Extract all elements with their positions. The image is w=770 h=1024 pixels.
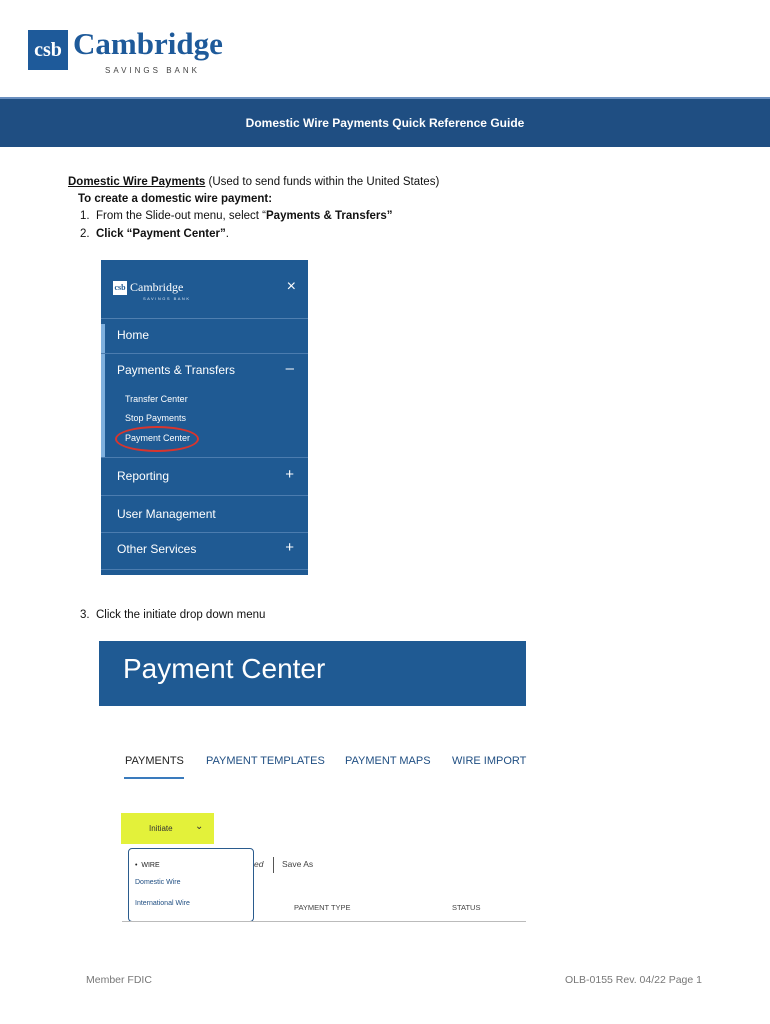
menu-item-home[interactable]: Home bbox=[117, 328, 150, 342]
menu-divider bbox=[101, 495, 308, 496]
expand-icon[interactable]: + bbox=[285, 539, 294, 556]
column-header-status[interactable]: STATUS bbox=[452, 903, 481, 912]
highlight-circle bbox=[115, 426, 199, 452]
close-icon[interactable]: × bbox=[286, 278, 296, 295]
logo-name: Cambridge bbox=[73, 26, 223, 61]
save-as-link[interactable]: Save As bbox=[282, 859, 314, 869]
page-title: Domestic Wire Payments Quick Reference Guide bbox=[245, 116, 525, 130]
slide-out-menu bbox=[101, 260, 308, 575]
footer-page-info: OLB-0155 Rev. 04/22 Page 1 bbox=[565, 974, 702, 986]
menu-header bbox=[101, 260, 308, 319]
section-heading-title: Domestic Wire Payments bbox=[68, 176, 206, 188]
collapse-icon[interactable]: – bbox=[285, 360, 294, 377]
step-1-number: 1. bbox=[80, 210, 90, 222]
menu-active-indicator bbox=[101, 324, 105, 457]
menu-item-reporting[interactable]: Reporting bbox=[117, 469, 170, 483]
table-header-rule bbox=[122, 921, 526, 922]
step-3-number: 3. bbox=[80, 609, 90, 621]
menu-logo bbox=[113, 280, 191, 301]
initiate-label: Initiate bbox=[149, 824, 173, 833]
menu-item-other-services[interactable]: Other Services bbox=[117, 542, 197, 556]
chevron-down-icon: ⌄ bbox=[195, 821, 204, 832]
menu-subitem-transfer-center[interactable]: Transfer Center bbox=[125, 394, 188, 404]
step-1-bold: Payments & Transfers” bbox=[266, 210, 393, 222]
payment-center-title: Payment Center bbox=[123, 653, 326, 684]
step-2-bold: Click “Payment Center” bbox=[95, 228, 226, 240]
menu-subitem-stop-payments[interactable]: Stop Payments bbox=[125, 413, 187, 423]
menu-divider bbox=[101, 532, 308, 533]
menu-logo-sub: SAVINGS BANK bbox=[143, 296, 191, 301]
step-1-text: From the Slide-out menu, select “ bbox=[95, 210, 266, 222]
section-heading-note: (Used to send funds within the United States) bbox=[205, 176, 440, 188]
menu-logo-name: Cambridge bbox=[130, 280, 184, 294]
tab-payment-maps[interactable]: PAYMENT MAPS bbox=[345, 755, 431, 767]
footer-member-fdic: Member FDIC bbox=[86, 974, 152, 986]
step-3 bbox=[80, 609, 265, 621]
dropdown-group-wire: • WIRE bbox=[135, 862, 160, 869]
initiate-dropdown[interactable] bbox=[121, 813, 214, 844]
initiate-dropdown-menu bbox=[128, 848, 254, 922]
menu-item-user-management[interactable]: User Management bbox=[117, 507, 216, 521]
partial-label: ed bbox=[254, 859, 264, 869]
menu-divider bbox=[101, 457, 308, 458]
title-banner bbox=[0, 97, 770, 147]
expand-icon[interactable]: + bbox=[285, 466, 294, 483]
logo-subtitle: SAVINGS BANK bbox=[105, 66, 200, 75]
menu-item-payments-transfers[interactable]: Payments & Transfers bbox=[117, 363, 236, 377]
cambridge-logo bbox=[28, 26, 223, 78]
active-tab-indicator bbox=[124, 777, 184, 779]
section-heading bbox=[68, 176, 439, 188]
menu-subitem-payment-center[interactable]: Payment Center bbox=[125, 433, 191, 443]
tab-payment-templates[interactable]: PAYMENT TEMPLATES bbox=[206, 755, 325, 767]
step-3-text: Click the initiate drop down menu bbox=[95, 609, 266, 621]
dropdown-option-domestic-wire[interactable]: Domestic Wire bbox=[135, 879, 181, 886]
separator bbox=[273, 857, 274, 873]
step-1 bbox=[80, 210, 393, 222]
step-2-number: 2. bbox=[80, 228, 90, 240]
payment-center-header bbox=[99, 641, 526, 706]
menu-logo-mark: csb bbox=[113, 281, 127, 295]
dropdown-option-international-wire[interactable]: International Wire bbox=[135, 900, 190, 907]
tab-payments[interactable]: PAYMENTS bbox=[125, 755, 184, 767]
sub-heading: To create a domestic wire payment: bbox=[78, 193, 273, 205]
step-2-tail: . bbox=[225, 228, 229, 240]
menu-divider bbox=[101, 353, 308, 354]
tab-wire-import[interactable]: WIRE IMPORT bbox=[452, 755, 527, 767]
column-header-payment-type[interactable]: PAYMENT TYPE bbox=[294, 903, 351, 912]
dropdown-group-label: WIRE bbox=[141, 862, 160, 869]
step-2 bbox=[80, 228, 229, 240]
logo-mark: csb bbox=[28, 30, 68, 70]
menu-divider bbox=[101, 569, 308, 570]
